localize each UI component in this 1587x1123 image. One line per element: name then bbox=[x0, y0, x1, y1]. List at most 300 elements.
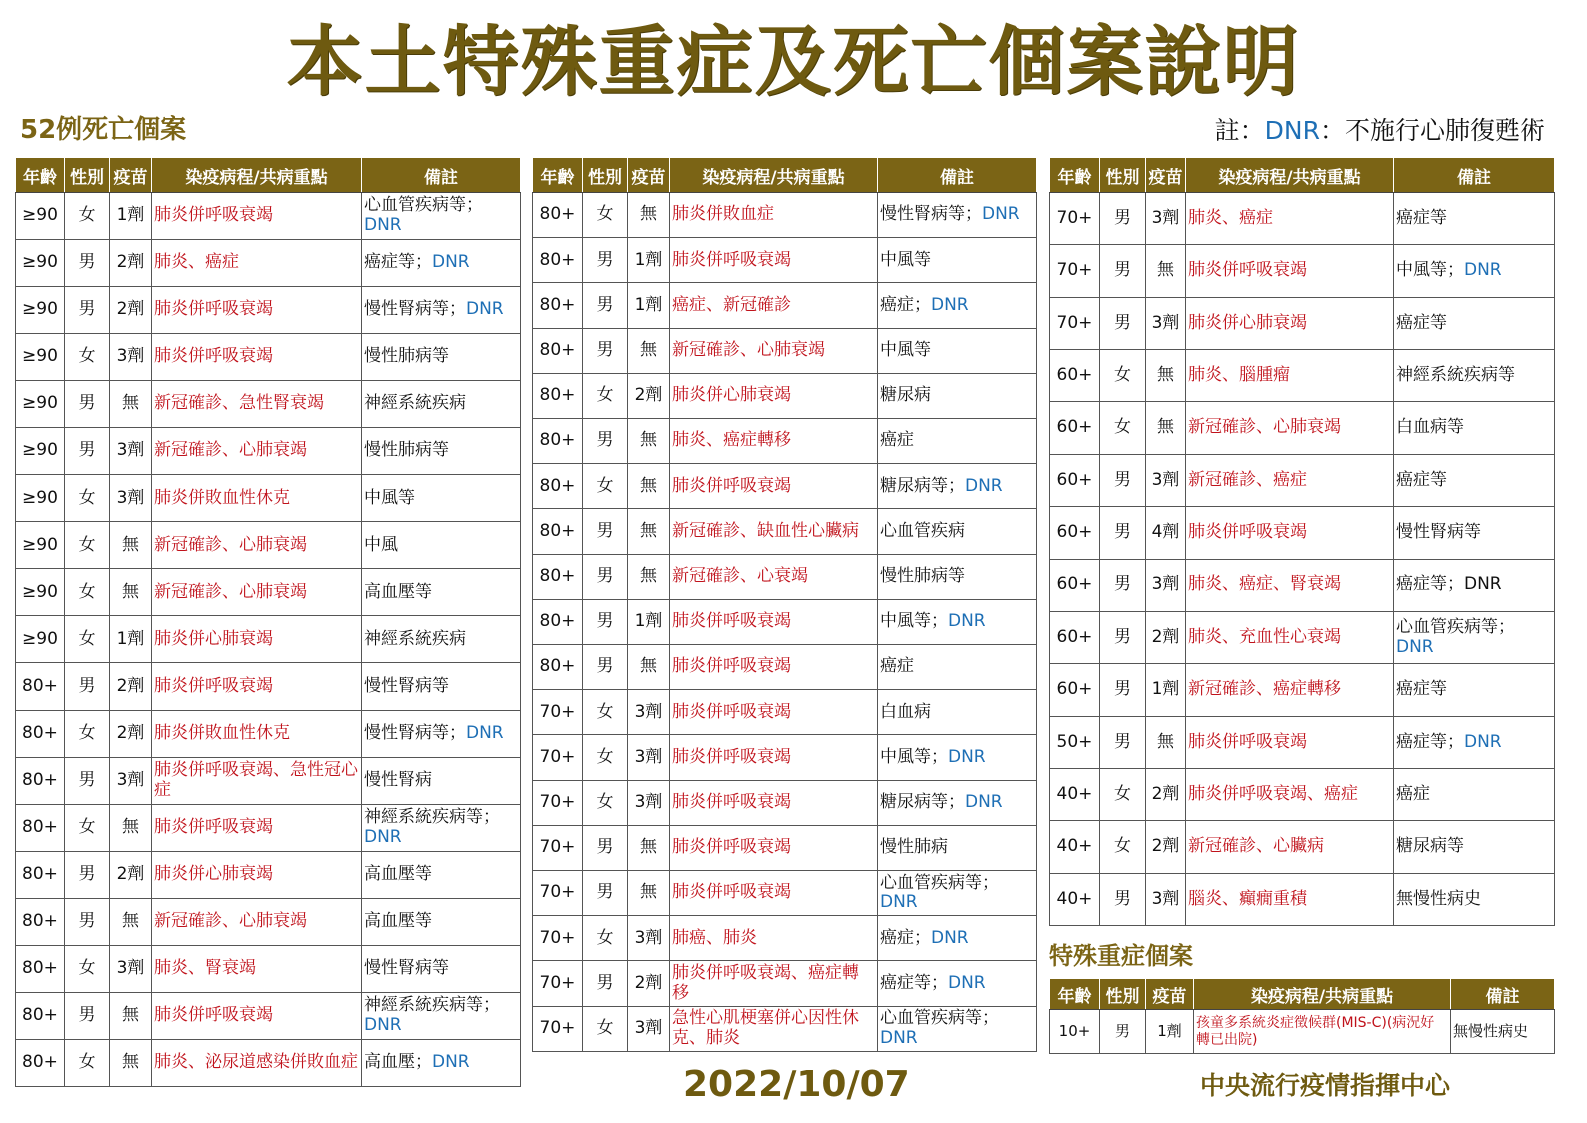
remark-text: 癌症； bbox=[880, 927, 931, 948]
remark-text: 心血管疾病等； bbox=[880, 1008, 999, 1029]
cell-remark bbox=[1451, 1010, 1555, 1054]
cell-course: 肺炎併呼吸衰竭 bbox=[152, 334, 362, 381]
cell-vaccine: 3劑 bbox=[628, 1006, 670, 1051]
cell-remark bbox=[362, 522, 521, 569]
cell-vaccine: 2劑 bbox=[1146, 611, 1186, 663]
cell-age: 80+ bbox=[16, 663, 65, 710]
cell-vaccine: 2劑 bbox=[1146, 768, 1186, 820]
cell-sex: 女 bbox=[583, 735, 628, 780]
remark-text: 癌症 bbox=[880, 430, 914, 451]
cell-sex: 女 bbox=[65, 804, 110, 851]
table-row bbox=[533, 373, 1037, 418]
cell-vaccine: 無 bbox=[628, 825, 670, 870]
cell-vaccine: 3劑 bbox=[1146, 193, 1186, 245]
cell-sex: 女 bbox=[583, 464, 628, 509]
cell-age: 80+ bbox=[16, 757, 65, 804]
cell-remark bbox=[878, 373, 1037, 418]
cell-age: 60+ bbox=[1050, 611, 1100, 663]
cell-vaccine: 無 bbox=[1146, 350, 1186, 402]
cell-course: 肺炎併心肺衰竭 bbox=[670, 373, 878, 418]
cell-course: 肺炎併呼吸衰竭 bbox=[670, 825, 878, 870]
remark-text: 癌症； bbox=[880, 294, 931, 315]
cell-sex: 男 bbox=[1100, 716, 1146, 768]
header-sex: 性別 bbox=[1100, 158, 1146, 193]
cell-vaccine: 無 bbox=[628, 871, 670, 916]
death-cases-table-3 bbox=[1049, 157, 1555, 926]
remark-text: 慢性腎病等； bbox=[364, 299, 466, 320]
cell-course: 肺炎併心肺衰竭 bbox=[152, 616, 362, 663]
table-row bbox=[16, 663, 521, 710]
remark-text: 慢性腎病等； bbox=[364, 722, 466, 743]
remark-text: 糖尿病 bbox=[880, 385, 931, 406]
cell-age: 80+ bbox=[16, 898, 65, 945]
dnr-tag: DNR bbox=[466, 299, 504, 320]
remark-text: 癌症等；DNR bbox=[1396, 574, 1502, 595]
dnr-tag: DNR bbox=[1464, 260, 1502, 281]
cell-age: 70+ bbox=[533, 961, 583, 1006]
cell-course: 肺炎併呼吸衰竭 bbox=[670, 464, 878, 509]
table-row bbox=[533, 599, 1037, 644]
cell-course: 肺炎、癌症 bbox=[152, 240, 362, 287]
cell-age: 70+ bbox=[533, 871, 583, 916]
cell-course: 肺炎併呼吸衰竭 bbox=[670, 599, 878, 644]
cell-sex: 男 bbox=[65, 428, 110, 475]
remark-text: 中風等； bbox=[880, 746, 948, 767]
cell-vaccine: 無 bbox=[628, 328, 670, 373]
cell-sex: 男 bbox=[583, 328, 628, 373]
cell-age: 80+ bbox=[533, 419, 583, 464]
cell-remark bbox=[362, 757, 521, 804]
cell-course: 肺炎併呼吸衰竭、癌症轉移 bbox=[670, 961, 878, 1006]
cell-age: 80+ bbox=[533, 599, 583, 644]
cell-age: 70+ bbox=[1050, 245, 1100, 297]
cell-remark bbox=[1394, 664, 1555, 716]
cell-age: ≥90 bbox=[16, 428, 65, 475]
cell-sex: 女 bbox=[583, 373, 628, 418]
cell-vaccine: 1劑 bbox=[628, 238, 670, 283]
remark-text: 高血壓等 bbox=[364, 910, 432, 931]
cell-sex: 女 bbox=[65, 1039, 110, 1086]
dnr-tag: DNR bbox=[880, 1027, 918, 1048]
remark-text: 白血病等 bbox=[1396, 417, 1464, 438]
severe-cases-table bbox=[1049, 978, 1555, 1054]
cell-vaccine: 2劑 bbox=[110, 287, 152, 334]
cell-vaccine: 無 bbox=[628, 509, 670, 554]
cell-remark bbox=[878, 780, 1037, 825]
cell-remark bbox=[362, 710, 521, 757]
cell-course: 肺炎併呼吸衰竭 bbox=[152, 992, 362, 1039]
cell-age: ≥90 bbox=[16, 616, 65, 663]
cell-age: 60+ bbox=[1050, 507, 1100, 559]
cell-course: 新冠確診、心臟病 bbox=[1186, 821, 1394, 873]
page-title: 本土特殊重症及死亡個案說明 bbox=[286, 17, 1301, 106]
remark-text: 慢性腎病等 bbox=[364, 958, 449, 978]
table-row bbox=[16, 193, 521, 240]
cell-age: 80+ bbox=[533, 238, 583, 283]
cell-course: 肺炎併呼吸衰竭 bbox=[152, 804, 362, 851]
cell-vaccine: 無 bbox=[628, 554, 670, 599]
cell-remark bbox=[1394, 245, 1555, 297]
cell-remark bbox=[878, 328, 1037, 373]
dnr-tag: DNR bbox=[364, 826, 402, 847]
dnr-tag: DNR bbox=[965, 475, 1003, 496]
cell-age: ≥90 bbox=[16, 287, 65, 334]
cell-sex: 男 bbox=[583, 238, 628, 283]
cell-sex: 男 bbox=[583, 283, 628, 328]
cell-age: ≥90 bbox=[16, 522, 65, 569]
cell-remark bbox=[878, 916, 1037, 961]
table-row bbox=[16, 851, 521, 898]
header-vaccine: 疫苗 bbox=[628, 158, 670, 193]
cell-remark bbox=[1394, 350, 1555, 402]
cell-remark bbox=[362, 945, 521, 992]
table-row bbox=[533, 464, 1037, 509]
header-age: 年齡 bbox=[16, 158, 65, 193]
cell-age: 80+ bbox=[533, 373, 583, 418]
table-row bbox=[533, 238, 1037, 283]
cell-remark bbox=[362, 334, 521, 381]
cell-age: 80+ bbox=[533, 645, 583, 690]
cell-age: 80+ bbox=[16, 851, 65, 898]
remark-text: 慢性肺病等 bbox=[364, 440, 449, 461]
cell-age: 40+ bbox=[1050, 821, 1100, 873]
cell-sex: 女 bbox=[1100, 350, 1146, 402]
cell-course: 肺炎併呼吸衰竭 bbox=[1186, 507, 1394, 559]
cell-remark bbox=[878, 238, 1037, 283]
table-row bbox=[533, 193, 1037, 238]
cell-sex: 男 bbox=[1100, 193, 1146, 245]
dnr-tag: DNR bbox=[931, 294, 969, 315]
cell-vaccine: 3劑 bbox=[1146, 454, 1186, 506]
cell-sex: 男 bbox=[1100, 873, 1146, 925]
cell-sex: 女 bbox=[583, 780, 628, 825]
cell-remark bbox=[362, 898, 521, 945]
dnr-tag: DNR bbox=[948, 972, 986, 993]
cell-remark bbox=[1394, 559, 1555, 611]
cell-course: 新冠確診、急性腎衰竭 bbox=[152, 381, 362, 428]
note-suffix: ：不施行心肺復甦術 bbox=[1319, 116, 1545, 145]
cell-vaccine: 1劑 bbox=[110, 193, 152, 240]
cell-sex: 女 bbox=[583, 193, 628, 238]
cell-remark bbox=[878, 735, 1037, 780]
cell-remark bbox=[878, 419, 1037, 464]
cell-vaccine: 2劑 bbox=[628, 961, 670, 1006]
cell-vaccine: 2劑 bbox=[110, 240, 152, 287]
cell-course: 新冠確診、心肺衰竭 bbox=[1186, 402, 1394, 454]
cell-course: 肺炎、腦腫瘤 bbox=[1186, 350, 1394, 402]
cell-age: 60+ bbox=[1050, 402, 1100, 454]
cell-vaccine: 3劑 bbox=[110, 945, 152, 992]
cell-age: 70+ bbox=[533, 780, 583, 825]
report-date: 2022/10/07 bbox=[683, 1064, 910, 1105]
cell-course: 肺癌、肺炎 bbox=[670, 916, 878, 961]
table-row bbox=[16, 616, 521, 663]
cell-sex: 男 bbox=[65, 287, 110, 334]
cell-remark bbox=[362, 851, 521, 898]
cell-age: 70+ bbox=[533, 916, 583, 961]
cell-vaccine: 無 bbox=[110, 1039, 152, 1086]
table-row bbox=[1050, 559, 1555, 611]
cell-sex: 女 bbox=[1100, 821, 1146, 873]
table-row bbox=[1050, 193, 1555, 245]
cell-remark bbox=[362, 663, 521, 710]
cell-sex: 男 bbox=[1100, 454, 1146, 506]
cell-vaccine: 2劑 bbox=[1146, 821, 1186, 873]
cell-age: 60+ bbox=[1050, 350, 1100, 402]
cell-sex: 男 bbox=[65, 663, 110, 710]
remark-text: 糖尿病等 bbox=[1396, 836, 1464, 857]
cell-age: 60+ bbox=[1050, 454, 1100, 506]
remark-text: 中風等； bbox=[1396, 260, 1464, 281]
cell-vaccine: 4劑 bbox=[1146, 507, 1186, 559]
table-row bbox=[16, 522, 521, 569]
cell-course: 肺炎併呼吸衰竭 bbox=[1186, 245, 1394, 297]
remark-text: 癌症等 bbox=[1396, 312, 1447, 333]
table-row bbox=[533, 283, 1037, 328]
table-row bbox=[533, 509, 1037, 554]
remark-text: 癌症等； bbox=[1396, 731, 1464, 752]
header-remark: 備註 bbox=[362, 158, 521, 193]
cell-vaccine: 3劑 bbox=[110, 428, 152, 475]
cell-age: 60+ bbox=[1050, 559, 1100, 611]
cell-age: ≥90 bbox=[16, 240, 65, 287]
table-row bbox=[16, 287, 521, 334]
cell-sex: 男 bbox=[1100, 507, 1146, 559]
cell-remark bbox=[362, 428, 521, 475]
cell-age: 80+ bbox=[533, 283, 583, 328]
table-row bbox=[1050, 716, 1555, 768]
cell-vaccine: 1劑 bbox=[628, 599, 670, 644]
cell-course: 肺炎併呼吸衰竭 bbox=[670, 238, 878, 283]
table-row bbox=[533, 871, 1037, 916]
cell-age: 80+ bbox=[16, 1039, 65, 1086]
table-row bbox=[1050, 350, 1555, 402]
cell-course: 新冠確診、心肺衰竭 bbox=[152, 428, 362, 475]
cell-course: 新冠確診、心肺衰竭 bbox=[152, 898, 362, 945]
dnr-tag: DNR bbox=[364, 215, 402, 236]
cell-vaccine: 無 bbox=[110, 804, 152, 851]
cell-sex: 男 bbox=[583, 825, 628, 870]
remark-text: 高血壓等 bbox=[364, 863, 432, 884]
cell-age: 70+ bbox=[533, 1006, 583, 1051]
cell-vaccine: 2劑 bbox=[628, 373, 670, 418]
cell-vaccine: 2劑 bbox=[110, 663, 152, 710]
table-row bbox=[533, 916, 1037, 961]
cell-age: 80+ bbox=[16, 710, 65, 757]
header-vaccine: 疫苗 bbox=[110, 158, 152, 193]
cell-course: 肺炎併敗血性休克 bbox=[152, 475, 362, 522]
table-row bbox=[1050, 454, 1555, 506]
cell-course: 肺炎併呼吸衰竭、癌症 bbox=[1186, 768, 1394, 820]
cell-age: 80+ bbox=[16, 992, 65, 1039]
cell-sex: 女 bbox=[1100, 768, 1146, 820]
header-course: 染疫病程/共病重點 bbox=[152, 158, 362, 193]
remark-text: 心血管疾病 bbox=[880, 520, 965, 541]
remark-text: 慢性腎病等 bbox=[1396, 522, 1481, 543]
death-cases-heading: 52例死亡個案 bbox=[20, 115, 187, 145]
table-row bbox=[16, 898, 521, 945]
cell-age: 10+ bbox=[1050, 1010, 1100, 1054]
cell-course: 肺炎併呼吸衰竭、急性冠心症 bbox=[152, 757, 362, 804]
cell-vaccine: 無 bbox=[110, 522, 152, 569]
cell-sex: 男 bbox=[1100, 245, 1146, 297]
cell-vaccine: 3劑 bbox=[1146, 297, 1186, 349]
cell-age: 50+ bbox=[1050, 716, 1100, 768]
table-row bbox=[533, 690, 1037, 735]
header-vaccine: 疫苗 bbox=[1146, 979, 1194, 1010]
cell-course: 肺炎併呼吸衰竭 bbox=[670, 735, 878, 780]
cell-age: 80+ bbox=[533, 464, 583, 509]
cell-remark bbox=[878, 464, 1037, 509]
cell-sex: 女 bbox=[1100, 402, 1146, 454]
header-age: 年齡 bbox=[1050, 979, 1100, 1010]
cell-vaccine: 1劑 bbox=[628, 283, 670, 328]
table-row bbox=[1050, 297, 1555, 349]
remark-text: 心血管疾病等； bbox=[880, 872, 999, 893]
cell-remark bbox=[1394, 297, 1555, 349]
dnr-tag: DNR bbox=[965, 791, 1003, 812]
cell-sex: 男 bbox=[65, 992, 110, 1039]
cell-sex: 男 bbox=[583, 419, 628, 464]
note-prefix: 註： bbox=[1214, 116, 1265, 145]
table-row bbox=[1050, 664, 1555, 716]
cell-remark bbox=[1394, 611, 1555, 663]
header-course: 染疫病程/共病重點 bbox=[1194, 979, 1451, 1010]
cell-course: 肺炎、泌尿道感染併敗血症 bbox=[152, 1039, 362, 1086]
cell-sex: 男 bbox=[65, 381, 110, 428]
cell-sex: 女 bbox=[65, 522, 110, 569]
cell-age: 40+ bbox=[1050, 768, 1100, 820]
cell-course: 新冠確診、心衰竭 bbox=[670, 554, 878, 599]
remark-text: 慢性肺病等 bbox=[364, 346, 449, 367]
header-remark: 備註 bbox=[878, 158, 1037, 193]
remark-text: 癌症等； bbox=[364, 252, 432, 273]
header-course: 染疫病程/共病重點 bbox=[1186, 158, 1394, 193]
cell-remark bbox=[1394, 507, 1555, 559]
cell-sex: 男 bbox=[65, 898, 110, 945]
cell-course: 肺炎併心肺衰竭 bbox=[152, 851, 362, 898]
cell-sex: 女 bbox=[65, 334, 110, 381]
header-sex: 性別 bbox=[65, 158, 110, 193]
cell-remark bbox=[362, 804, 521, 851]
cell-sex: 男 bbox=[583, 599, 628, 644]
cell-course: 肺炎併呼吸衰竭 bbox=[670, 780, 878, 825]
cell-sex: 女 bbox=[65, 616, 110, 663]
table-row bbox=[16, 710, 521, 757]
cell-vaccine: 無 bbox=[628, 193, 670, 238]
table-row bbox=[533, 419, 1037, 464]
cell-remark bbox=[878, 193, 1037, 238]
cell-sex: 男 bbox=[65, 757, 110, 804]
remark-text: 癌症 bbox=[1396, 783, 1430, 804]
header-age: 年齡 bbox=[533, 158, 583, 193]
table-row bbox=[1050, 1010, 1555, 1054]
cell-remark bbox=[362, 287, 521, 334]
table-row bbox=[1050, 873, 1555, 925]
cell-vaccine: 2劑 bbox=[110, 851, 152, 898]
cell-sex: 女 bbox=[583, 690, 628, 735]
cell-vaccine: 無 bbox=[1146, 402, 1186, 454]
remark-text: 心血管疾病等； bbox=[364, 195, 483, 216]
dnr-tag: DNR bbox=[432, 252, 470, 273]
header-sex: 性別 bbox=[583, 158, 628, 193]
table-row bbox=[16, 757, 521, 804]
remark-text: 糖尿病等； bbox=[880, 791, 965, 812]
dnr-tag: DNR bbox=[466, 722, 504, 743]
cell-vaccine: 3劑 bbox=[628, 780, 670, 825]
cell-course: 急性心肌梗塞併心因性休克、肺炎 bbox=[670, 1006, 878, 1051]
cell-sex: 女 bbox=[583, 1006, 628, 1051]
table-row bbox=[1050, 245, 1555, 297]
table-row bbox=[1050, 402, 1555, 454]
cell-remark bbox=[362, 475, 521, 522]
remark-text: 無慢性病史 bbox=[1396, 888, 1481, 909]
cell-remark bbox=[878, 283, 1037, 328]
dnr-note bbox=[1215, 116, 1545, 146]
cell-age: 70+ bbox=[1050, 297, 1100, 349]
table-row bbox=[533, 554, 1037, 599]
remark-text: 中風等； bbox=[880, 611, 948, 632]
cell-course: 肺炎、腎衰竭 bbox=[152, 945, 362, 992]
cell-remark bbox=[362, 381, 521, 428]
cell-age: 70+ bbox=[533, 690, 583, 735]
table-row bbox=[16, 1039, 521, 1086]
cell-remark bbox=[1394, 454, 1555, 506]
remark-text: 癌症等 bbox=[1396, 469, 1447, 490]
cell-sex: 男 bbox=[583, 554, 628, 599]
remark-text: 高血壓； bbox=[364, 1052, 432, 1073]
cell-sex: 男 bbox=[1100, 664, 1146, 716]
cell-course: 肺炎併呼吸衰竭 bbox=[1186, 716, 1394, 768]
table-row bbox=[1050, 611, 1555, 663]
table-row bbox=[533, 780, 1037, 825]
table-row bbox=[16, 569, 521, 616]
cell-course: 肺炎併呼吸衰竭 bbox=[670, 871, 878, 916]
table-row bbox=[533, 825, 1037, 870]
remark-text: 慢性肺病 bbox=[880, 837, 948, 858]
remark-text: 中風等 bbox=[880, 249, 931, 270]
cell-sex: 女 bbox=[65, 945, 110, 992]
cell-remark bbox=[1394, 768, 1555, 820]
remark-text: 慢性肺病等 bbox=[880, 565, 965, 586]
cell-vaccine: 無 bbox=[110, 381, 152, 428]
cell-vaccine: 無 bbox=[110, 992, 152, 1039]
cell-vaccine: 3劑 bbox=[628, 690, 670, 735]
cell-remark bbox=[1394, 193, 1555, 245]
table-row bbox=[1050, 821, 1555, 873]
remark-text: 癌症 bbox=[880, 656, 914, 677]
cell-vaccine: 3劑 bbox=[110, 475, 152, 522]
cell-remark bbox=[878, 645, 1037, 690]
cell-age: 80+ bbox=[533, 509, 583, 554]
cell-course: 肺炎併心肺衰竭 bbox=[1186, 297, 1394, 349]
cell-age: ≥90 bbox=[16, 475, 65, 522]
cell-course: 肺炎併呼吸衰竭 bbox=[670, 690, 878, 735]
remark-text: 神經系統疾病等； bbox=[364, 807, 500, 828]
cell-course: 癌症、新冠確診 bbox=[670, 283, 878, 328]
cell-course: 肺炎、癌症 bbox=[1186, 193, 1394, 245]
table-row bbox=[16, 334, 521, 381]
cell-sex: 女 bbox=[583, 916, 628, 961]
cell-vaccine: 無 bbox=[110, 898, 152, 945]
cell-vaccine: 3劑 bbox=[628, 916, 670, 961]
remark-text: 神經系統疾病 bbox=[364, 393, 466, 414]
remark-text: 神經系統疾病等 bbox=[1396, 364, 1515, 385]
cell-remark bbox=[878, 961, 1037, 1006]
dnr-tag: DNR bbox=[1464, 731, 1502, 752]
cell-sex: 男 bbox=[1100, 611, 1146, 663]
cell-sex: 女 bbox=[65, 193, 110, 240]
